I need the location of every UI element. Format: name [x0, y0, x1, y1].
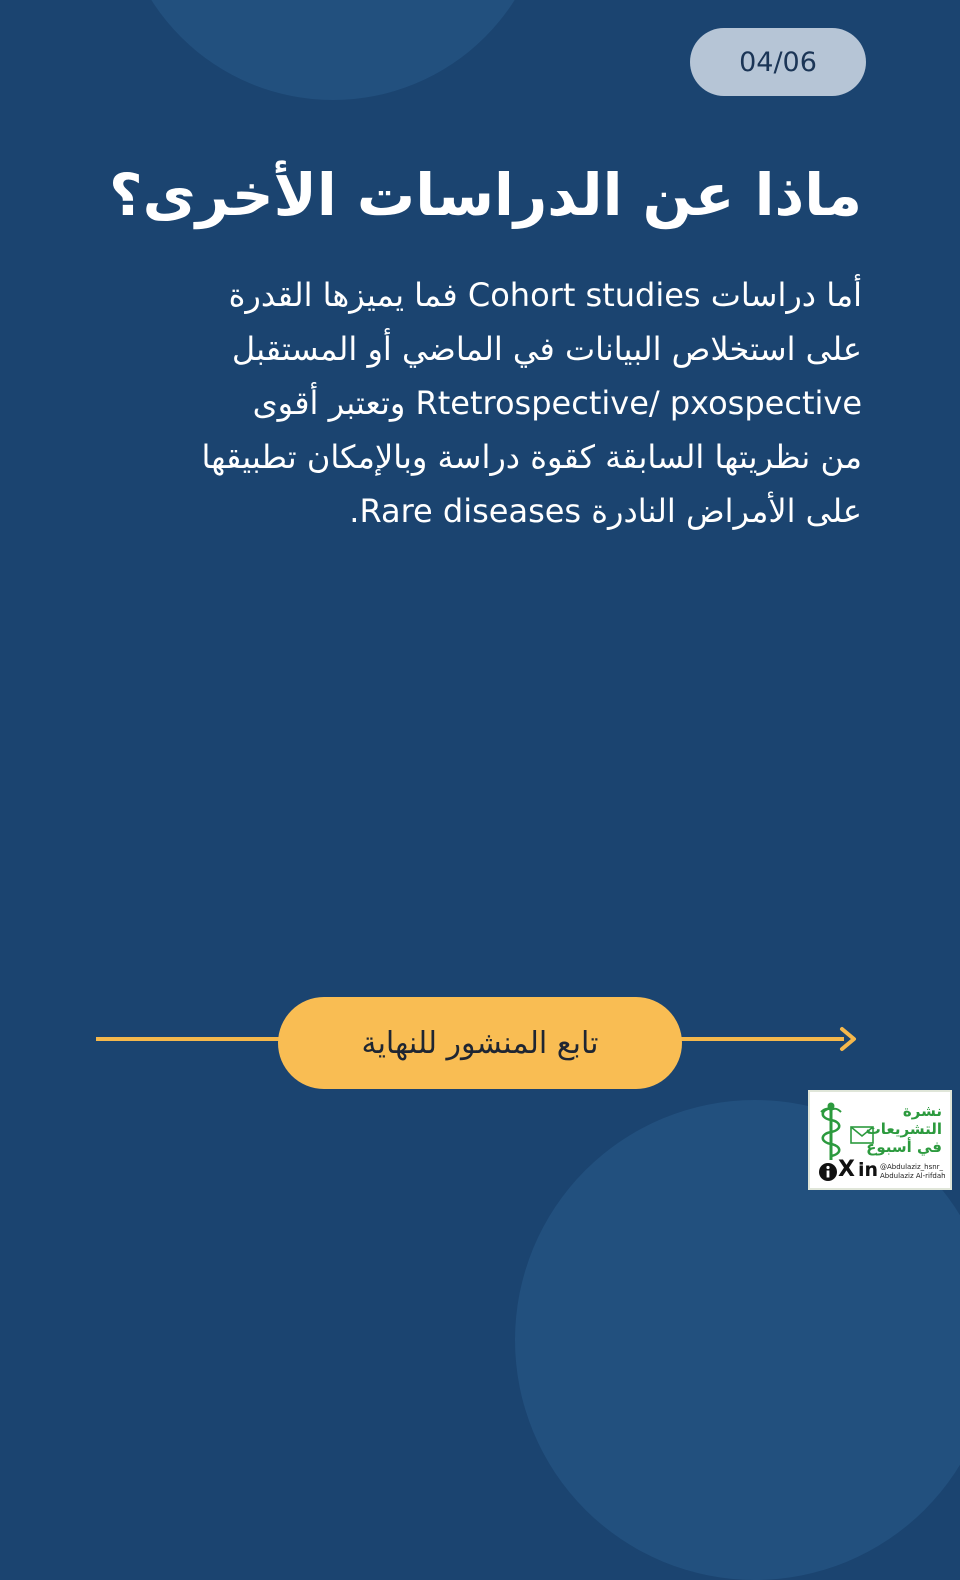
body-line: على استخلاص البيانات في الماضي أو المستقبل: [231, 330, 862, 368]
body-line: Rtetrospective/ pxospective وتعتبر أقوى: [252, 384, 862, 422]
publisher-logo: [808, 1090, 952, 1190]
logo-title: [830, 1102, 942, 1156]
follow-post-button[interactable]: [278, 997, 682, 1089]
background-circle-top: [118, 0, 548, 100]
mail-icon: [850, 1126, 874, 1144]
social-handle-line: Abdulaziz Al-rifdah: [880, 1172, 946, 1180]
logo-title-line: في أسبوع: [866, 1138, 942, 1156]
body-line: أما دراسات Cohort studies فما يميزها القدرة: [228, 276, 862, 314]
linkedin-icon: in: [858, 1159, 879, 1181]
body-paragraph: [102, 268, 862, 538]
social-handle-line: @Abdulaziz_hsnr_: [880, 1163, 944, 1171]
social-handle: [880, 1163, 946, 1181]
slide-title: ماذا عن الدراسات الأخرى؟: [108, 161, 862, 229]
x-icon: X: [838, 1157, 855, 1182]
body-line: من نظريتها السابقة كقوة دراسة وبالإمكان تطبيقها: [201, 438, 862, 476]
info-icon: [818, 1162, 838, 1182]
logo-title-line: نشرة التشريعات: [865, 1102, 942, 1138]
follow-post-label: تابع المنشور للنهاية: [361, 1025, 599, 1061]
page-indicator-text: 04/06: [739, 46, 817, 78]
body-line: على الأمراض النادرة Rare diseases.: [349, 492, 862, 530]
arrow-right-icon: [834, 1025, 862, 1053]
page-indicator-badge: [690, 28, 866, 96]
